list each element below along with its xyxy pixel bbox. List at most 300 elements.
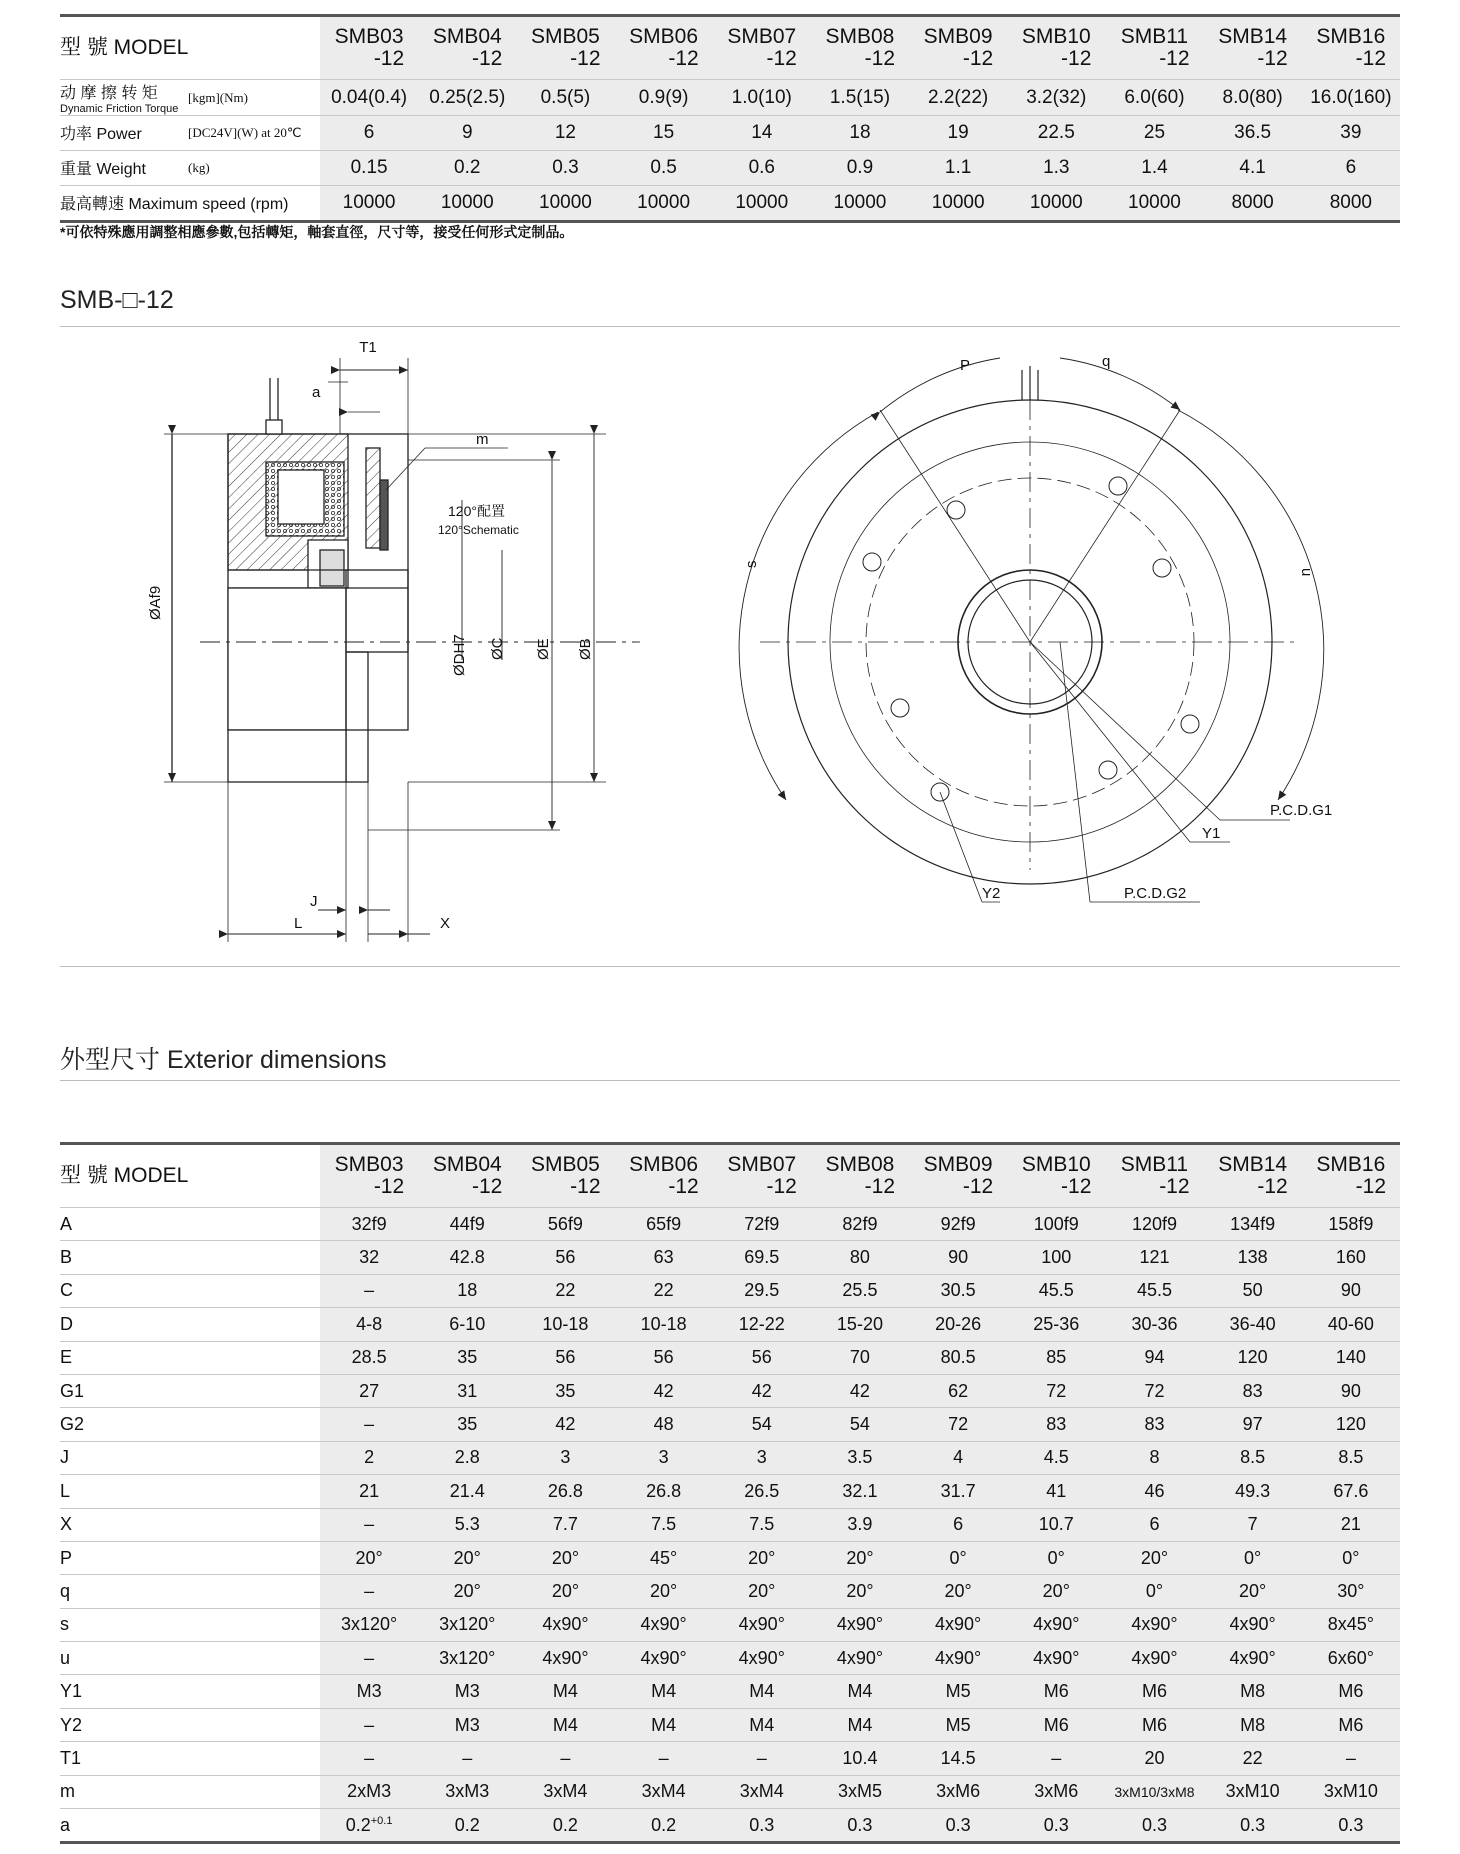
dim-cell [811, 1475, 909, 1508]
spec-cell: 8.0(80) [1204, 80, 1302, 116]
dimensions-table [60, 1142, 1400, 1844]
model-name: SMB05 [530, 25, 600, 48]
dim-cell-value: M6 [1141, 1681, 1167, 1702]
label-u: u [1298, 568, 1315, 577]
spec-model-header [713, 16, 811, 80]
dim-cell-value: 8x45° [1327, 1614, 1374, 1635]
spec-cell: 9 [418, 116, 516, 151]
dim-row [60, 1508, 1400, 1541]
dim-cell-value: 3xM10/3xM8 [1114, 1784, 1195, 1801]
label-p: P [960, 357, 971, 374]
dim-cell-value: 4x90° [542, 1614, 589, 1635]
dim-cell-value: 0° [1244, 1547, 1262, 1568]
dim-cell-value: 21.4 [449, 1480, 485, 1501]
dim-cell [811, 1642, 909, 1675]
spec-model-header [1302, 16, 1400, 80]
drawing-title-rule [60, 326, 1400, 327]
dim-cell [811, 1742, 909, 1775]
dim-cell-value: 0.3 [847, 1814, 873, 1835]
dim-cell-value: 20° [453, 1580, 481, 1601]
dim-cell-value: 20° [551, 1580, 580, 1601]
dim-cell-value: 42 [653, 1380, 674, 1401]
dim-cell-value: M5 [945, 1681, 971, 1702]
dim-cell [615, 1208, 713, 1241]
spec-row-label [60, 116, 320, 151]
dim-cell-value: 20° [748, 1580, 776, 1601]
dim-cell [1204, 1541, 1302, 1574]
dim-cell-value: 6x60° [1327, 1647, 1374, 1668]
dim-cell [811, 1374, 909, 1407]
spec-cell: 0.2 [418, 151, 516, 186]
dim-cell [615, 1575, 713, 1608]
dim-cell [811, 1508, 909, 1541]
label-t1: T1 [359, 339, 377, 356]
dim-cell-value: 3xM6 [1034, 1781, 1079, 1802]
dim-cell-value: M4 [749, 1714, 775, 1735]
dim-cell-value: 20° [1140, 1547, 1169, 1568]
dim-row-label: m [60, 1775, 320, 1808]
spec-cell: 39 [1302, 116, 1400, 151]
dim-cell [811, 1441, 909, 1474]
spec-cell: 2.2(22) [909, 80, 1007, 116]
label-y2: Y2 [982, 885, 1001, 902]
dim-cell-value: 121 [1139, 1247, 1170, 1268]
dim-cell [909, 1742, 1007, 1775]
spec-label-text: 动 摩 擦 转 矩 [60, 85, 158, 102]
dim-cell-value: 4.5 [1043, 1447, 1069, 1468]
dim-cell [516, 1675, 614, 1708]
model-suffix: -12 [962, 1175, 994, 1198]
dim-cell [1007, 1208, 1105, 1241]
dim-cell-value: 20° [1239, 1580, 1267, 1601]
dim-cell-value: 25.5 [842, 1280, 878, 1301]
dim-cell-value: – [364, 1747, 375, 1768]
dim-cell [1105, 1742, 1203, 1775]
dim-cell [713, 1575, 811, 1608]
dim-cell-value: 3 [756, 1447, 767, 1468]
dim-cell-value: 7.5 [651, 1514, 677, 1535]
dim-cell [615, 1475, 713, 1508]
label-l: L [294, 915, 303, 932]
dim-cell [1204, 1742, 1302, 1775]
model-name: SMB14 [1218, 1153, 1288, 1176]
label-y1: Y1 [1202, 825, 1221, 842]
dim-cell-value: 120 [1335, 1414, 1366, 1435]
spec-label-text: 功率 Power [60, 126, 142, 143]
dim-cell [516, 1608, 614, 1641]
dim-cell-value: 20° [355, 1547, 383, 1568]
dim-row [60, 1374, 1400, 1407]
dim-row [60, 1708, 1400, 1741]
dim-row-label: D [60, 1308, 320, 1341]
dim-cell [1302, 1775, 1400, 1808]
dim-cell-value: 3xM4 [543, 1781, 588, 1802]
dim-row-label: G2 [60, 1408, 320, 1441]
dim-cell [320, 1441, 418, 1474]
dim-cell-value: M6 [1338, 1714, 1364, 1735]
mounting-holes [863, 477, 1199, 801]
dim-cell-value: 27 [359, 1380, 380, 1401]
dim-cell [1105, 1708, 1203, 1741]
spec-header-row [60, 16, 1400, 80]
dim-cell [1007, 1508, 1105, 1541]
model-suffix: -12 [1257, 47, 1288, 70]
dim-cell-value: 21 [1340, 1514, 1361, 1535]
dim-row [60, 1441, 1400, 1474]
dim-cell [516, 1642, 614, 1675]
dim-cell-value: 22 [653, 1280, 674, 1301]
dim-cell [516, 1809, 614, 1843]
dim-cell-value: 31.7 [940, 1480, 976, 1501]
dim-cell-value: 4 [953, 1447, 964, 1468]
dim-cell [418, 1274, 516, 1307]
spec-sublabel-text: Dynamic Friction Torque [60, 103, 179, 115]
dim-model-header [1302, 1144, 1400, 1208]
dim-cell-value: 4x90° [1033, 1647, 1080, 1668]
dim-cell-value: 6 [1149, 1514, 1160, 1535]
dim-cell-value: 44f9 [449, 1213, 485, 1234]
label-schematic-en: 120°Schematic [438, 523, 519, 537]
dim-cell [1302, 1274, 1400, 1307]
dim-cell-value: 2xM3 [347, 1781, 392, 1802]
dim-cell-value: 3xM10 [1225, 1781, 1280, 1802]
dim-row-label: s [60, 1608, 320, 1641]
dim-cell [418, 1341, 516, 1374]
dim-cell-value: 4x90° [1229, 1647, 1276, 1668]
model-name: SMB10 [1021, 25, 1091, 48]
dim-cell [811, 1608, 909, 1641]
dim-cell-value: 10-18 [640, 1313, 687, 1334]
dim-cell-value: 5.3 [454, 1514, 480, 1535]
dim-cell [811, 1675, 909, 1708]
dim-cell [811, 1575, 909, 1608]
dim-cell [615, 1308, 713, 1341]
dim-cell [713, 1708, 811, 1741]
dim-cell [418, 1241, 516, 1274]
dim-cell [320, 1208, 418, 1241]
model-name: SMB11 [1120, 25, 1189, 48]
dim-cell-value: 0.3 [749, 1814, 775, 1835]
label-diameter-a: ØAf9 [147, 585, 164, 620]
dim-cell-value: 10.4 [842, 1747, 878, 1768]
dim-cell [320, 1341, 418, 1374]
dim-cell [811, 1308, 909, 1341]
dim-cell-value: 83 [1242, 1380, 1263, 1401]
dim-cell-value: 35 [457, 1414, 478, 1435]
dim-cell-value: 3xM6 [936, 1781, 981, 1802]
dim-cell-value: 97 [1242, 1414, 1263, 1435]
dim-row [60, 1208, 1400, 1241]
dim-cell-value: M4 [552, 1714, 578, 1735]
dim-row [60, 1475, 1400, 1508]
model-name: SMB06 [629, 1153, 699, 1176]
dim-cell [418, 1809, 516, 1843]
model-suffix: -12 [570, 1175, 601, 1198]
dim-cell-value: M4 [847, 1714, 873, 1735]
dimensions-title-rule [60, 1080, 1400, 1081]
dim-cell-value: M6 [1141, 1714, 1167, 1735]
dim-cell-value: 0° [949, 1547, 967, 1568]
dim-model-label: 型 號 MODEL [60, 1144, 320, 1208]
dim-cell [418, 1541, 516, 1574]
dim-cell-value: 3 [658, 1447, 669, 1468]
dim-cell [418, 1742, 516, 1775]
dim-cell-value: 3x120° [439, 1614, 496, 1635]
dim-cell [1007, 1374, 1105, 1407]
dim-cell [1007, 1809, 1105, 1843]
spec-cell: 10000 [713, 186, 811, 222]
dim-cell-value: 21 [359, 1480, 380, 1501]
spec-cell: 0.15 [320, 151, 418, 186]
dim-cell [909, 1241, 1007, 1274]
dim-cell [615, 1274, 713, 1307]
dim-cell-value: 35 [457, 1347, 478, 1368]
spec-cell: 6 [320, 116, 418, 151]
dim-cell-value: 134f9 [1230, 1213, 1276, 1234]
dim-cell [1007, 1775, 1105, 1808]
dim-cell [1105, 1441, 1203, 1474]
dim-cell-value: 30.5 [940, 1280, 976, 1301]
dim-model-header [1204, 1144, 1302, 1208]
dim-cell [615, 1441, 713, 1474]
dim-cell [320, 1742, 418, 1775]
dim-cell [1302, 1742, 1400, 1775]
dim-cell [1105, 1274, 1203, 1307]
spec-row [60, 80, 1400, 116]
spec-row [60, 116, 1400, 151]
dim-cell [1302, 1675, 1400, 1708]
dim-cell [909, 1809, 1007, 1843]
dim-cell [811, 1274, 909, 1307]
model-suffix: -12 [1061, 1175, 1092, 1198]
spec-row-label [60, 151, 320, 186]
dim-cell-value: 6 [953, 1514, 964, 1535]
dim-cell-value: 48 [653, 1414, 674, 1435]
dim-cell-value: 92f9 [940, 1213, 976, 1234]
dim-cell [1302, 1508, 1400, 1541]
dim-cell-value: 40-60 [1327, 1313, 1374, 1334]
dim-cell-value: 42 [751, 1380, 772, 1401]
dim-cell [909, 1308, 1007, 1341]
dim-cell [811, 1208, 909, 1241]
spec-model-header [320, 16, 418, 80]
dim-row [60, 1241, 1400, 1274]
dim-cell-value: 90 [1340, 1380, 1361, 1401]
dim-cell [1007, 1742, 1105, 1775]
model-suffix: -12 [1355, 1175, 1386, 1198]
dim-cell-value: 72f9 [744, 1213, 780, 1234]
dim-cell [1204, 1408, 1302, 1441]
dim-cell-value: 12-22 [738, 1313, 785, 1334]
model-suffix: -12 [373, 47, 405, 70]
dim-cell [1105, 1775, 1203, 1808]
dim-cell [713, 1608, 811, 1641]
dim-cell [909, 1775, 1007, 1808]
dim-cell [1302, 1475, 1400, 1508]
dim-cell-value: M4 [552, 1681, 578, 1702]
dim-cell [418, 1374, 516, 1407]
dim-cell [320, 1775, 418, 1808]
dim-model-header [418, 1144, 516, 1208]
model-name: SMB05 [530, 1153, 600, 1176]
dim-row [60, 1742, 1400, 1775]
dim-cell [320, 1642, 418, 1675]
dim-cell [1105, 1208, 1203, 1241]
dim-cell [516, 1575, 614, 1608]
model-name: SMB07 [727, 25, 797, 48]
spec-cell: 10000 [909, 186, 1007, 222]
dim-cell-value: 4x90° [935, 1647, 982, 1668]
dim-cell-value: 20° [846, 1580, 874, 1601]
dim-cell [320, 1541, 418, 1574]
spec-cell: 22.5 [1007, 116, 1105, 151]
spec-cell: 0.25(2.5) [418, 80, 516, 116]
dim-cell-value: 20° [1042, 1580, 1070, 1601]
dim-cell-value: – [756, 1747, 767, 1768]
model-suffix: -12 [373, 1175, 405, 1198]
dim-cell-value: 4x90° [640, 1647, 687, 1668]
spec-label-text: 最高轉速 Maximum speed (rpm) [60, 196, 289, 213]
dim-cell [1302, 1341, 1400, 1374]
dim-row [60, 1308, 1400, 1341]
dim-cell-value: 94 [1144, 1347, 1165, 1368]
dim-row [60, 1541, 1400, 1574]
dim-cell-value: 80 [849, 1247, 870, 1268]
dim-cell [418, 1775, 516, 1808]
dim-cell-value: 6-10 [449, 1313, 486, 1334]
dim-cell-value: 4-8 [356, 1313, 383, 1334]
dim-cell-value: M5 [945, 1714, 971, 1735]
dim-cell [811, 1708, 909, 1741]
dim-cell [418, 1675, 516, 1708]
spec-model-header [516, 16, 614, 80]
dim-cell-value: 4x90° [836, 1647, 884, 1668]
dim-cell-value: 25-36 [1033, 1313, 1080, 1334]
dim-cell [1007, 1642, 1105, 1675]
dim-cell-value: 83 [1046, 1414, 1067, 1435]
dim-cell [909, 1608, 1007, 1641]
dim-cell-value: M4 [749, 1681, 775, 1702]
dim-cell [320, 1708, 418, 1741]
dim-cell [516, 1541, 614, 1574]
dim-cell-value: 0.3 [1240, 1814, 1266, 1835]
dim-cell [811, 1408, 909, 1441]
dim-cell [1007, 1475, 1105, 1508]
label-q: q [1102, 353, 1111, 370]
label-s: s [743, 560, 760, 568]
dim-cell-value: 56f9 [547, 1213, 583, 1234]
dim-cell-value: 4x90° [836, 1614, 884, 1635]
spec-cell: 19 [909, 116, 1007, 151]
dim-cell [1204, 1708, 1302, 1741]
label-j: J [310, 893, 318, 910]
dim-cell [1007, 1408, 1105, 1441]
dim-cell [713, 1374, 811, 1407]
dim-cell [615, 1541, 713, 1574]
dim-cell [1007, 1241, 1105, 1274]
dim-cell-value: 0° [1145, 1580, 1164, 1601]
technical-drawing [0, 330, 1460, 960]
dim-cell [418, 1708, 516, 1741]
dim-cell [1204, 1608, 1302, 1641]
model-name: SMB14 [1218, 25, 1288, 48]
dim-cell-value: 10-18 [542, 1313, 589, 1334]
dim-cell-value: 42 [849, 1380, 870, 1401]
dim-cell [1007, 1541, 1105, 1574]
spec-cell: 15 [615, 116, 713, 151]
side-view [164, 358, 640, 942]
label-m: m [476, 431, 489, 448]
dim-cell [1007, 1274, 1105, 1307]
dim-cell-value: 3x120° [439, 1647, 496, 1668]
dim-model-header [909, 1144, 1007, 1208]
dim-cell-value: 158f9 [1328, 1213, 1374, 1234]
dim-cell-value: 22 [555, 1280, 576, 1301]
dim-cell-value: 30-36 [1131, 1313, 1178, 1334]
dim-cell-value: 120 [1237, 1347, 1268, 1368]
dim-cell-value: – [462, 1747, 473, 1768]
dimensions-title: 外型尺寸 Exterior dimensions [60, 1046, 387, 1074]
dim-cell [516, 1374, 614, 1407]
dim-cell-value: M6 [1338, 1681, 1364, 1702]
model-name: SMB10 [1021, 1153, 1091, 1176]
dim-cell-value: 20-26 [935, 1313, 982, 1334]
dim-cell-value: 15-20 [836, 1313, 883, 1334]
dim-cell-value: 26.5 [744, 1480, 780, 1501]
dim-cell [516, 1708, 614, 1741]
model-name: SMB04 [432, 1153, 502, 1176]
spec-cell: 1.4 [1105, 151, 1203, 186]
dim-cell-value: – [364, 1280, 375, 1301]
dim-row [60, 1675, 1400, 1708]
dim-cell [1007, 1575, 1105, 1608]
spec-cell: 0.9 [811, 151, 909, 186]
dim-cell-value: 4x90° [640, 1614, 687, 1635]
dim-cell-value: 7.7 [552, 1514, 578, 1535]
dim-cell [1105, 1475, 1203, 1508]
dim-cell [1204, 1775, 1302, 1808]
dim-cell [713, 1274, 811, 1307]
spec-cell: 0.9(9) [615, 80, 713, 116]
dim-cell-value: 4x90° [1131, 1647, 1178, 1668]
dim-cell-value: 67.6 [1333, 1480, 1369, 1501]
spec-row-label [60, 186, 320, 222]
dim-row [60, 1809, 1400, 1843]
dim-cell-value: 70 [849, 1347, 870, 1368]
dim-cell-value: 4x90° [738, 1647, 785, 1668]
dim-cell-value: M4 [651, 1714, 677, 1735]
spec-cell: 10000 [320, 186, 418, 222]
dim-cell [1204, 1274, 1302, 1307]
dim-cell [418, 1642, 516, 1675]
model-name: SMB11 [1120, 1153, 1189, 1176]
dim-cell-value: 160 [1335, 1247, 1366, 1268]
dim-cell [811, 1809, 909, 1843]
dim-cell [320, 1274, 418, 1307]
dim-model-header [1105, 1144, 1203, 1208]
model-name: SMB07 [727, 1153, 797, 1176]
dim-cell [516, 1308, 614, 1341]
dim-cell-value: 3x120° [340, 1614, 398, 1635]
dim-cell-value: 0.3 [1043, 1814, 1069, 1835]
dim-cell-value: M8 [1240, 1714, 1266, 1735]
dim-cell [320, 1508, 418, 1541]
model-suffix: -12 [864, 47, 896, 70]
dim-model-header [1007, 1144, 1105, 1208]
spec-cell: 0.5 [615, 151, 713, 186]
dim-cell [516, 1475, 614, 1508]
dim-cell [516, 1408, 614, 1441]
